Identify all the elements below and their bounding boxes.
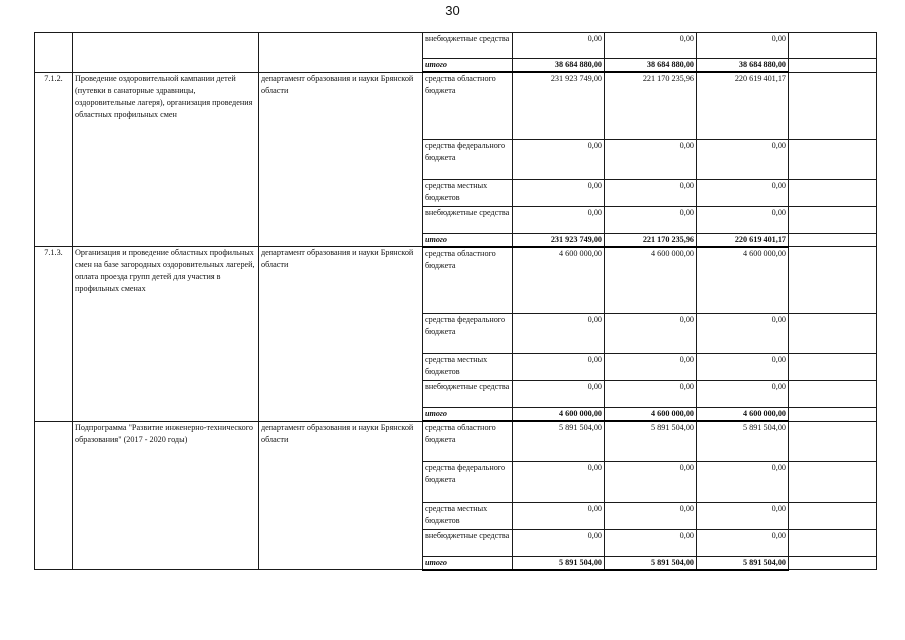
total-value: 231 923 749,00 [513,233,605,247]
executor-cell [259,33,423,73]
value-cell: 0,00 [605,33,697,59]
total-value: 38 684 880,00 [605,59,697,73]
source-label: внебюджетные средства [423,33,513,59]
value-cell: 0,00 [605,381,697,408]
empty-cell [789,59,877,73]
total-value: 4 600 000,00 [697,408,789,422]
value-cell: 0,00 [697,354,789,381]
table-row [35,421,877,461]
value-cell: 221 170 235,96 [605,72,697,139]
value-cell: 5 891 504,00 [605,421,697,461]
executor-cell: департамент образования и науки Брянской области [259,72,423,247]
value-cell: 0,00 [697,461,789,502]
total-value: 4 600 000,00 [513,408,605,422]
source-label: внебюджетные средства [423,206,513,233]
value-cell: 0,00 [697,179,789,206]
executor-cell: департамент образования и науки Брянской области [259,421,423,570]
source-label: средства федерального бюджета [423,314,513,354]
value-cell: 0,00 [605,354,697,381]
value-cell: 0,00 [513,179,605,206]
name-cell: Проведение оздоровительной кампании детей (путевки в санаторные здравницы, оздоровительные лагеря), организация проведения областных профильных смен [73,72,259,247]
value-cell: 220 619 401,17 [697,72,789,139]
empty-cell [789,529,877,556]
value-cell: 0,00 [513,461,605,502]
source-label: итого [423,233,513,247]
value-cell: 0,00 [697,502,789,529]
total-value: 220 619 401,17 [697,233,789,247]
value-cell: 0,00 [513,529,605,556]
budget-table [34,32,877,571]
empty-cell [789,139,877,179]
total-value: 4 600 000,00 [605,408,697,422]
value-cell: 0,00 [513,502,605,529]
value-cell: 0,00 [513,381,605,408]
source-label: итого [423,59,513,73]
table-row [35,72,877,139]
value-cell: 231 923 749,00 [513,72,605,139]
value-cell: 0,00 [605,206,697,233]
value-cell: 0,00 [697,529,789,556]
empty-cell [789,556,877,570]
code-cell [35,33,73,73]
page-number: 30 [445,3,460,18]
empty-cell [789,206,877,233]
total-value: 38 684 880,00 [513,59,605,73]
code-cell: 7.1.2. [35,72,73,247]
value-cell: 0,00 [605,502,697,529]
value-cell: 0,00 [513,33,605,59]
executor-cell: департамент образования и науки Брянской области [259,247,423,422]
value-cell: 0,00 [605,139,697,179]
empty-cell [789,72,877,139]
name-cell [73,33,259,73]
value-cell: 0,00 [697,139,789,179]
value-cell: 0,00 [605,461,697,502]
value-cell: 0,00 [697,314,789,354]
value-cell: 0,00 [697,33,789,59]
source-label: внебюджетные средства [423,381,513,408]
value-cell: 4 600 000,00 [605,247,697,314]
source-label: итого [423,556,513,570]
value-cell: 5 891 504,00 [697,421,789,461]
empty-cell [789,33,877,59]
value-cell: 5 891 504,00 [513,421,605,461]
empty-cell [789,421,877,461]
value-cell: 0,00 [513,206,605,233]
value-cell: 0,00 [605,529,697,556]
source-label: внебюджетные средства [423,529,513,556]
source-label: средства областного бюджета [423,72,513,139]
value-cell: 0,00 [605,179,697,206]
total-value: 221 170 235,96 [605,233,697,247]
value-cell: 0,00 [513,314,605,354]
value-cell: 0,00 [513,139,605,179]
source-label: средства местных бюджетов [423,354,513,381]
total-value: 5 891 504,00 [697,556,789,570]
value-cell: 0,00 [697,206,789,233]
empty-cell [789,461,877,502]
total-value: 5 891 504,00 [513,556,605,570]
empty-cell [789,354,877,381]
total-value: 5 891 504,00 [605,556,697,570]
code-cell: 7.1.3. [35,247,73,422]
source-label: средства местных бюджетов [423,179,513,206]
empty-cell [789,179,877,206]
name-cell: Организация и проведение областных профильных смен на базе загородных оздоровительных лагерей, оплата проезда групп детей для участия в профильных сменах [73,247,259,422]
source-label: средства областного бюджета [423,247,513,314]
empty-cell [789,247,877,314]
source-label: средства местных бюджетов [423,502,513,529]
table-row [35,247,877,314]
total-value: 38 684 880,00 [697,59,789,73]
value-cell: 4 600 000,00 [513,247,605,314]
source-label: средства федерального бюджета [423,461,513,502]
value-cell: 0,00 [513,354,605,381]
empty-cell [789,233,877,247]
empty-cell [789,314,877,354]
empty-cell [789,408,877,422]
name-cell: Подпрограмма "Развитие инженерно-технического образования" (2017 - 2020 годы) [73,421,259,570]
value-cell: 0,00 [605,314,697,354]
value-cell: 4 600 000,00 [697,247,789,314]
empty-cell [789,502,877,529]
code-cell [35,421,73,570]
table-row [35,33,877,59]
source-label: средства областного бюджета [423,421,513,461]
value-cell: 0,00 [697,381,789,408]
empty-cell [789,381,877,408]
source-label: средства федерального бюджета [423,139,513,179]
source-label: итого [423,408,513,422]
